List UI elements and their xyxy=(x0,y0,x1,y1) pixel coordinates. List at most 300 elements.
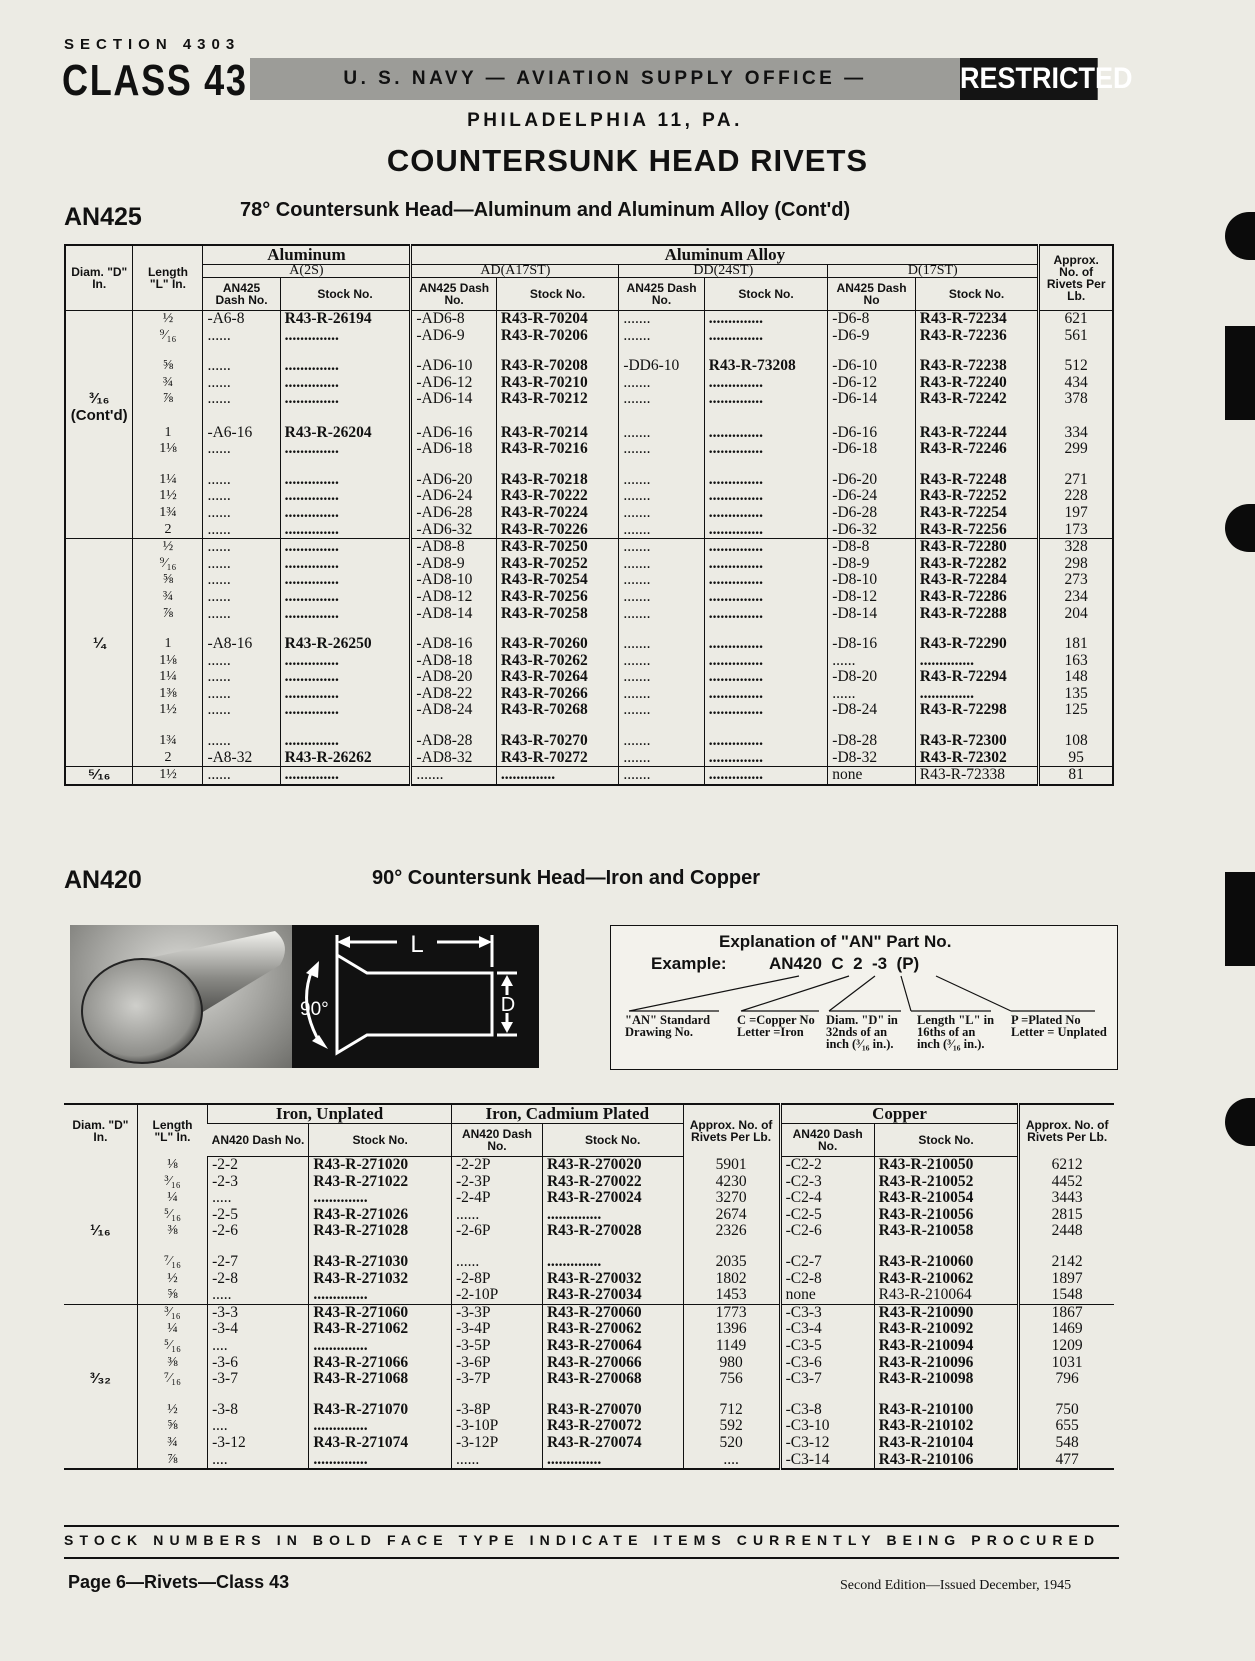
stock-cell: .............. xyxy=(280,767,411,785)
an420-subtitle: 90° Countersunk Head—Iron and Copper xyxy=(372,867,761,889)
stock-cell: .............. xyxy=(704,311,828,328)
diam-cell xyxy=(65,686,133,703)
stock-cell: R43-R-271060 xyxy=(309,1304,452,1321)
approx-cell: 1453 xyxy=(683,1287,780,1304)
approx-cell: .... xyxy=(683,1452,780,1470)
diam-cell: ³⁄₃₂ xyxy=(89,1370,111,1388)
dash-cell: .... xyxy=(208,1418,309,1435)
spacer-cell xyxy=(65,458,133,472)
dash-cell: -C2-4 xyxy=(780,1190,874,1207)
spacer-cell xyxy=(1039,719,1113,733)
stock-cell: .............. xyxy=(542,1254,683,1271)
dash-cell: ...... xyxy=(203,702,280,719)
dash-cell: -C3-6 xyxy=(780,1355,874,1372)
spacer-cell xyxy=(411,458,496,472)
index-tab xyxy=(1225,326,1255,420)
stock-cell: .............. xyxy=(280,572,411,589)
col-stock: Stock No. xyxy=(874,1124,1019,1157)
an420-code: AN420 xyxy=(64,866,142,894)
stock-cell: R43-R-26204 xyxy=(280,425,411,442)
stock-cell: R43-R-72302 xyxy=(915,750,1039,767)
length-cell: ⅝ xyxy=(133,572,203,589)
spacer-cell xyxy=(203,344,280,358)
stock-cell: R43-R-70256 xyxy=(496,589,619,606)
table-row xyxy=(65,488,1113,505)
row-spacer xyxy=(65,719,1113,733)
length-cell: 1¾ xyxy=(133,505,203,522)
dash-cell: ....... xyxy=(619,572,704,589)
approx-cell: 271 xyxy=(1039,472,1113,489)
dash-cell: -3-6P xyxy=(452,1355,543,1372)
dash-cell: ....... xyxy=(411,767,496,785)
stock-cell: .............. xyxy=(280,522,411,539)
diam-cell: ¼ xyxy=(65,636,133,653)
dash-cell: -D8-28 xyxy=(828,733,916,750)
approx-cell: 2326 xyxy=(683,1223,780,1240)
dash-cell: ....... xyxy=(619,441,704,458)
dash-cell: -A8-32 xyxy=(203,750,280,767)
diam-cell xyxy=(64,1287,137,1304)
dash-cell: ...... xyxy=(828,686,916,703)
table-row xyxy=(64,1435,1114,1452)
length-cell: ⁹⁄₁₆ xyxy=(133,328,203,345)
dash-cell: -3-12P xyxy=(452,1435,543,1452)
spacer-cell xyxy=(1019,1240,1114,1254)
spacer-cell xyxy=(280,719,411,733)
l-dimension-label: L xyxy=(410,931,424,958)
dash-cell: none xyxy=(780,1287,874,1304)
table-row xyxy=(65,391,1113,424)
rivet-diagram-graphic xyxy=(292,925,539,1068)
dash-cell: -C2-8 xyxy=(780,1271,874,1288)
diam-cell: ⁵⁄₁₆ xyxy=(65,767,133,785)
dash-cell: -AD6-10 xyxy=(411,358,496,375)
spacer-cell xyxy=(133,458,203,472)
length-cell: ⁷⁄₁₆ xyxy=(137,1254,207,1271)
diam-cell xyxy=(64,1321,137,1338)
dash-cell: -AD6-8 xyxy=(411,311,496,328)
dash-cell: -AD6-32 xyxy=(411,522,496,539)
diam-cell xyxy=(65,505,133,522)
stock-cell: R43-R-210054 xyxy=(874,1190,1019,1207)
dash-cell: -A8-16 xyxy=(203,636,280,653)
dash-cell: -3-8 xyxy=(208,1402,309,1419)
length-cell: 1⅛ xyxy=(133,653,203,670)
explanation-title: Explanation of "AN" Part No. xyxy=(719,932,952,951)
length-cell: ½ xyxy=(133,539,203,556)
group-iron-cadmium: Iron, Cadmium Plated xyxy=(452,1104,683,1124)
stock-cell: .............. xyxy=(704,505,828,522)
office-banner: U. S. NAVY — AVIATION SUPPLY OFFICE — PHILADELPHIA 11, PA. xyxy=(250,58,960,100)
table-row xyxy=(64,1174,1114,1191)
spacer-cell xyxy=(208,1388,309,1402)
length-cell: ¼ xyxy=(137,1321,207,1338)
spacer-cell xyxy=(704,719,828,733)
class-heading: CLASS 43 xyxy=(62,56,248,105)
table-row xyxy=(64,1402,1114,1419)
approx-cell: 95 xyxy=(1039,750,1113,767)
stock-cell: R43-R-271022 xyxy=(309,1174,452,1191)
an425-table xyxy=(64,244,1114,786)
dash-cell: -C3-10 xyxy=(780,1418,874,1435)
stock-cell: R43-R-210052 xyxy=(874,1174,1019,1191)
stock-cell: R43-R-70270 xyxy=(496,733,619,750)
table-row xyxy=(65,425,1113,442)
stock-cell: .............. xyxy=(280,358,411,375)
stock-cell: R43-R-72242 xyxy=(915,391,1039,424)
dash-cell: ...... xyxy=(203,375,280,392)
dash-cell: -C2-6 xyxy=(780,1223,874,1240)
diam-cell xyxy=(64,1402,137,1419)
angle-label: 90° xyxy=(300,999,329,1020)
dash-cell: ....... xyxy=(619,589,704,606)
stock-cell: .............. xyxy=(704,767,828,785)
diam-cell xyxy=(64,1207,137,1224)
dash-cell: -AD8-10 xyxy=(411,572,496,589)
spacer-cell xyxy=(828,344,916,358)
approx-cell: 6212 xyxy=(1019,1157,1114,1174)
table-row xyxy=(64,1254,1114,1271)
dash-cell: -D6-8 xyxy=(828,311,916,328)
col-length: Length "L" In. xyxy=(133,245,203,311)
table-row xyxy=(65,686,1113,703)
stock-cell: R43-R-70208 xyxy=(496,358,619,375)
stock-cell: R43-R-70264 xyxy=(496,669,619,686)
table-row xyxy=(65,767,1113,785)
stock-cell: R43-R-270072 xyxy=(542,1418,683,1435)
dash-cell: -2-7 xyxy=(208,1254,309,1271)
spacer-cell xyxy=(133,622,203,636)
stock-cell: .............. xyxy=(704,539,828,556)
stock-cell: R43-R-270060 xyxy=(542,1304,683,1321)
spacer-cell xyxy=(619,344,704,358)
dash-cell: -D8-9 xyxy=(828,556,916,573)
stock-cell: .............. xyxy=(915,686,1039,703)
dash-cell: ....... xyxy=(619,686,704,703)
approx-cell: 2448 xyxy=(1019,1223,1114,1240)
spacer-cell xyxy=(619,622,704,636)
diam-cell xyxy=(64,1435,137,1452)
approx-cell: 1469 xyxy=(1019,1321,1114,1338)
diam-cell xyxy=(65,441,133,458)
approx-cell: 1548 xyxy=(1019,1287,1114,1304)
stock-cell: R43-R-72240 xyxy=(915,375,1039,392)
stock-cell: R43-R-72286 xyxy=(915,589,1039,606)
stock-cell: R43-R-210102 xyxy=(874,1418,1019,1435)
stock-cell: .............. xyxy=(496,767,619,785)
dash-cell: ...... xyxy=(203,539,280,556)
restricted-stamp: RESTRICTED xyxy=(960,58,1098,100)
length-cell: ⁵⁄₁₆ xyxy=(137,1207,207,1224)
dash-cell: ...... xyxy=(828,653,916,670)
dash-cell: ....... xyxy=(619,311,704,328)
dash-cell: -AD8-14 xyxy=(411,606,496,623)
spacer-cell xyxy=(1039,622,1113,636)
stock-cell: .............. xyxy=(704,472,828,489)
table-row xyxy=(65,606,1113,623)
stock-cell: R43-R-26194 xyxy=(280,311,411,328)
stock-cell: R43-R-72244 xyxy=(915,425,1039,442)
dash-cell: ....... xyxy=(619,556,704,573)
stock-cell: .............. xyxy=(704,425,828,442)
diam-cell xyxy=(65,488,133,505)
length-cell: ³⁄₁₆ xyxy=(137,1174,207,1191)
dash-cell: -DD6-10 xyxy=(619,358,704,375)
an425-code: AN425 xyxy=(64,203,142,231)
length-cell: 1½ xyxy=(133,488,203,505)
page-title: COUNTERSUNK HEAD RIVETS xyxy=(386,143,869,178)
dash-cell: ...... xyxy=(203,391,280,424)
spacer-cell xyxy=(208,1240,309,1254)
stock-cell: R43-R-26262 xyxy=(280,750,411,767)
spacer-cell xyxy=(542,1240,683,1254)
row-spacer xyxy=(65,344,1113,358)
dash-cell: ...... xyxy=(203,653,280,670)
approx-cell: 299 xyxy=(1039,441,1113,458)
dash-cell: -C2-5 xyxy=(780,1207,874,1224)
dash-cell: -AD8-9 xyxy=(411,556,496,573)
explain-part-standard: "AN" Standard Drawing No. xyxy=(625,1013,711,1039)
approx-cell: 298 xyxy=(1039,556,1113,573)
approx-cell: 712 xyxy=(683,1402,780,1419)
col-dash: AN425 Dash No. xyxy=(411,278,496,311)
spacer-cell xyxy=(619,719,704,733)
stock-cell: R43-R-72256 xyxy=(915,522,1039,539)
stock-cell: .............. xyxy=(704,636,828,653)
spacer-cell xyxy=(203,458,280,472)
diam-cell xyxy=(65,472,133,489)
stock-cell: .............. xyxy=(280,375,411,392)
approx-cell: 1149 xyxy=(683,1338,780,1355)
diam-cell xyxy=(64,1190,137,1207)
approx-cell: 548 xyxy=(1019,1435,1114,1452)
length-cell: 1⅛ xyxy=(133,441,203,458)
stock-cell: .............. xyxy=(309,1452,452,1470)
dash-cell: ...... xyxy=(452,1207,543,1224)
stock-cell: R43-R-70226 xyxy=(496,522,619,539)
spacer-cell xyxy=(619,458,704,472)
dash-cell: -2-8P xyxy=(452,1271,543,1288)
dash-cell: -C3-7 xyxy=(780,1371,874,1388)
dash-cell: ...... xyxy=(203,686,280,703)
dash-cell: ...... xyxy=(203,505,280,522)
length-cell: ½ xyxy=(137,1271,207,1288)
stock-cell: .............. xyxy=(280,702,411,719)
group-copper: Copper xyxy=(780,1104,1019,1124)
table-row xyxy=(65,441,1113,458)
length-cell: 2 xyxy=(133,750,203,767)
group-aluminum: Aluminum xyxy=(203,245,411,265)
dash-cell: -D6-32 xyxy=(828,522,916,539)
stock-cell: R43-R-70250 xyxy=(496,539,619,556)
dash-cell: -C3-3 xyxy=(780,1304,874,1321)
stock-cell: R43-R-271066 xyxy=(309,1355,452,1372)
dash-cell: ....... xyxy=(619,702,704,719)
stock-cell: .............. xyxy=(704,488,828,505)
diam-cell xyxy=(64,1174,137,1191)
dash-cell: -AD8-28 xyxy=(411,733,496,750)
approx-cell: 1773 xyxy=(683,1304,780,1321)
approx-cell: 2674 xyxy=(683,1207,780,1224)
diam-cell xyxy=(64,1452,137,1470)
spacer-cell xyxy=(137,1388,207,1402)
dash-cell: ....... xyxy=(619,472,704,489)
stock-cell: R43-R-72254 xyxy=(915,505,1039,522)
col-dash: AN420 Dash No. xyxy=(452,1124,543,1157)
length-cell: ½ xyxy=(133,311,203,328)
length-cell: ⁹⁄₁₆ xyxy=(133,556,203,573)
diam-cell xyxy=(65,669,133,686)
length-cell: ⅜ xyxy=(137,1223,207,1240)
dash-cell: -C2-3 xyxy=(780,1174,874,1191)
dash-cell: ....... xyxy=(619,606,704,623)
dash-cell: -AD8-18 xyxy=(411,653,496,670)
stock-cell: R43-R-73208 xyxy=(704,358,828,375)
stock-cell: .............. xyxy=(280,328,411,345)
table-row xyxy=(64,1223,1114,1240)
dash-cell: -3-7 xyxy=(208,1371,309,1388)
stock-cell: R43-R-70222 xyxy=(496,488,619,505)
dash-cell: -D6-9 xyxy=(828,328,916,345)
index-tab xyxy=(1225,872,1255,966)
diam-cell xyxy=(64,1418,137,1435)
stock-cell: .............. xyxy=(704,606,828,623)
stock-cell: R43-R-72246 xyxy=(915,441,1039,458)
stock-cell: R43-R-72290 xyxy=(915,636,1039,653)
stock-cell: .............. xyxy=(704,702,828,719)
dash-cell: -AD8-8 xyxy=(411,539,496,556)
stock-cell: R43-R-72252 xyxy=(915,488,1039,505)
stock-cell: R43-R-70266 xyxy=(496,686,619,703)
stock-cell: R43-R-70204 xyxy=(496,311,619,328)
approx-cell: 378 xyxy=(1039,391,1113,424)
spacer-cell xyxy=(452,1240,543,1254)
approx-cell: 520 xyxy=(683,1435,780,1452)
col-stock: Stock No. xyxy=(280,278,411,311)
dash-cell: -2-6P xyxy=(452,1223,543,1240)
stock-cell: R43-R-270066 xyxy=(542,1355,683,1372)
table-row xyxy=(65,669,1113,686)
stock-cell: R43-R-72288 xyxy=(915,606,1039,623)
dash-cell: -A6-8 xyxy=(203,311,280,328)
approx-cell: 328 xyxy=(1039,539,1113,556)
stock-cell: R43-R-72234 xyxy=(915,311,1039,328)
table-row xyxy=(64,1321,1114,1338)
stock-cell: R43-R-210050 xyxy=(874,1157,1019,1174)
spacer-cell xyxy=(683,1240,780,1254)
dash-cell: -C2-7 xyxy=(780,1254,874,1271)
spacer-cell xyxy=(1019,1388,1114,1402)
table-row xyxy=(64,1418,1114,1435)
col-dash: AN420 Dash No. xyxy=(780,1124,874,1157)
example-label: Example: xyxy=(651,954,727,973)
length-cell: 1¾ xyxy=(133,733,203,750)
dash-cell: -3-4P xyxy=(452,1321,543,1338)
dash-cell: ....... xyxy=(619,505,704,522)
procurement-note: STOCK NUMBERS IN BOLD FACE TYPE INDICATE ITEMS CURRENTLY BEING PROCURED xyxy=(64,1532,1101,1548)
stock-cell: R43-R-70218 xyxy=(496,472,619,489)
dash-cell: -2-5 xyxy=(208,1207,309,1224)
explain-part-plating: P =Plated No Letter = Unplated xyxy=(1011,1013,1107,1039)
spacer-cell xyxy=(203,719,280,733)
col-stock: Stock No. xyxy=(915,278,1039,311)
stock-cell: .............. xyxy=(280,472,411,489)
col-stock: Stock No. xyxy=(496,278,619,311)
length-cell: 1 xyxy=(133,636,203,653)
diam-cell xyxy=(65,653,133,670)
binder-hole xyxy=(1225,212,1255,260)
diam-cell xyxy=(65,750,133,767)
dash-cell: -2-8 xyxy=(208,1271,309,1288)
dash-cell: -D6-18 xyxy=(828,441,916,458)
dash-cell: -D8-20 xyxy=(828,669,916,686)
spacer-cell xyxy=(915,622,1039,636)
stock-cell: R43-R-210098 xyxy=(874,1371,1019,1388)
dash-cell: ...... xyxy=(203,488,280,505)
stock-cell: R43-R-210096 xyxy=(874,1355,1019,1372)
dash-cell: ....... xyxy=(619,733,704,750)
stock-cell: R43-R-210104 xyxy=(874,1435,1019,1452)
col-diam: Diam. "D" In. xyxy=(71,265,128,291)
stock-cell: .............. xyxy=(280,733,411,750)
diam-cell xyxy=(65,702,133,719)
stock-cell: .............. xyxy=(704,441,828,458)
length-cell: 1¼ xyxy=(133,472,203,489)
stock-cell: R43-R-270034 xyxy=(542,1287,683,1304)
stock-cell: .............. xyxy=(704,653,828,670)
sub-d: D(17ST) xyxy=(828,265,1039,278)
spacer-cell xyxy=(411,719,496,733)
stock-cell: .............. xyxy=(280,606,411,623)
row-spacer xyxy=(65,458,1113,472)
stock-cell: R43-R-70224 xyxy=(496,505,619,522)
stock-cell: R43-R-72236 xyxy=(915,328,1039,345)
spacer-cell xyxy=(874,1388,1019,1402)
stock-cell: .............. xyxy=(542,1207,683,1224)
stock-cell: R43-R-270074 xyxy=(542,1435,683,1452)
dash-cell: ...... xyxy=(203,572,280,589)
length-cell: ⅞ xyxy=(137,1452,207,1470)
stock-cell: R43-R-70214 xyxy=(496,425,619,442)
dash-cell: ...... xyxy=(452,1254,543,1271)
dash-cell: -2-3P xyxy=(452,1174,543,1191)
dash-cell: -AD8-20 xyxy=(411,669,496,686)
approx-cell: 796 xyxy=(1019,1371,1114,1388)
stock-cell: .............. xyxy=(280,488,411,505)
dash-cell: -3-12 xyxy=(208,1435,309,1452)
dash-cell: -D8-24 xyxy=(828,702,916,719)
dash-cell: -D6-12 xyxy=(828,375,916,392)
stock-cell: R43-R-70206 xyxy=(496,328,619,345)
stock-cell: R43-R-271026 xyxy=(309,1207,452,1224)
binder-hole xyxy=(1225,1098,1255,1146)
col-dash: AN425 Dash No. xyxy=(203,278,280,311)
dash-cell: ...... xyxy=(203,589,280,606)
dash-cell: -D8-10 xyxy=(828,572,916,589)
edition-note: Second Edition—Issued December, 1945 xyxy=(840,1578,1072,1593)
dash-cell: -3-5P xyxy=(452,1338,543,1355)
dash-cell: ....... xyxy=(619,488,704,505)
approx-cell: 163 xyxy=(1039,653,1113,670)
dash-cell: -2-4P xyxy=(452,1190,543,1207)
dash-cell: -AD6-18 xyxy=(411,441,496,458)
dash-cell: ....... xyxy=(619,636,704,653)
dash-cell: ...... xyxy=(203,556,280,573)
dash-cell: -2-3 xyxy=(208,1174,309,1191)
dash-cell: ...... xyxy=(452,1452,543,1470)
length-cell: ¾ xyxy=(133,589,203,606)
spacer-cell xyxy=(452,1388,543,1402)
